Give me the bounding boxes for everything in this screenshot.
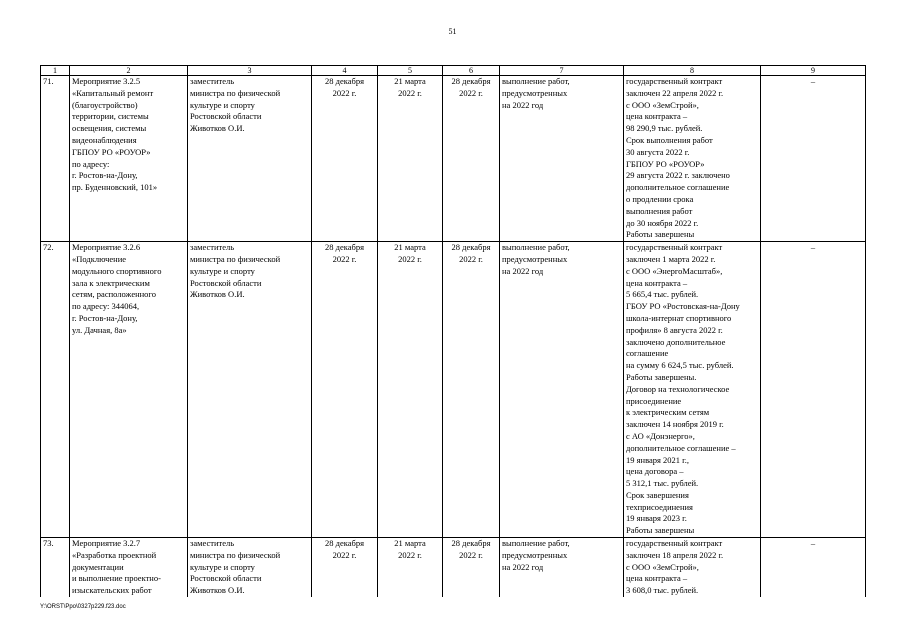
date-cell: 21 марта 2022 г. xyxy=(378,242,443,538)
column-header: 5 xyxy=(378,66,443,76)
status-info: государственный контракт заключен 1 марта 2022 г. с ООО «ЭнергоМасштаб», цена контракта – 5 665,4 тыс. рублей. ГБОУ РО «Ростовская-на-Дону школа-интернат спортивного профиля» 8 августа 2022 г. заключено дополнительное соглашение на сумму 6 624,5 тыс. рублей. Работы завершены. Договор на технологическое присоединение к электрическим сетям заключен 14 ноября 2019 г. с АО «Донэнерго», дополнительное соглашение – 19 января 2021 г., цена договора – 5 312,1 тыс. рублей. Срок завершения техприсоединения 19 января 2023 г. Работы завершены xyxy=(624,242,761,538)
date-cell: 21 марта 2022 г. xyxy=(378,538,443,597)
table-row xyxy=(41,242,866,538)
status-info: государственный контракт заключен 22 апреля 2022 г. с ООО «ЗемСтрой», цена контракта – 98 290,9 тыс. рублей. Срок выполнения работ 30 августа 2022 г. ГБПОУ РО «РОУОР» 29 августа 2022 г. заключено дополнительное соглашение о продлении срока выполнения работ до 30 ноября 2022 г. Работы завершены xyxy=(624,76,761,242)
row-number: 73. xyxy=(41,538,70,597)
column-header: 7 xyxy=(500,66,624,76)
date-cell: 28 декабря 2022 г. xyxy=(312,538,378,597)
table-row xyxy=(41,76,866,242)
column-header: 3 xyxy=(188,66,312,76)
responsible-person: заместитель министра по физической культуре и спорту Ростовской области Животков О.И. xyxy=(188,242,312,538)
row-number: 71. xyxy=(41,76,70,242)
event-description: Мероприятие 3.2.6 «Подключение модульного спортивного зала к электрическим сетям, расположенного по адресу: 344064, г. Ростов-на-Дону, ул. Дачная, 8а» xyxy=(70,242,188,538)
column-header: 1 xyxy=(41,66,70,76)
event-description: Мероприятие 3.2.7 «Разработка проектной документации и выполнение проектно- изыскательских работ xyxy=(70,538,188,597)
date-cell: 21 марта 2022 г. xyxy=(378,76,443,242)
date-cell: 28 декабря 2022 г. xyxy=(443,538,500,597)
table-header-row xyxy=(41,66,866,76)
column-header: 9 xyxy=(761,66,866,76)
event-description: Мероприятие 3.2.5 «Капитальный ремонт (благоустройство) территории, системы освещения, системы видеонаблюдения ГБПОУ РО «РОУОР» по адресу: г. Ростов-на-Дону, пр. Буденновский, 101» xyxy=(70,76,188,242)
status-info: государственный контракт заключен 18 апреля 2022 г. с ООО «ЗемСтрой», цена контракта – 3 608,0 тыс. рублей. xyxy=(624,538,761,597)
date-cell: 28 декабря 2022 г. xyxy=(443,76,500,242)
expected-result: выполнение работ, предусмотренных на 2022 год xyxy=(500,538,624,597)
responsible-person: заместитель министра по физической культуре и спорту Ростовской области Животков О.И. xyxy=(188,538,312,597)
page-number: 51 xyxy=(448,27,457,36)
date-cell: 28 декабря 2022 г. xyxy=(312,76,378,242)
report-table xyxy=(40,65,866,597)
row-number: 72. xyxy=(41,242,70,538)
column-header: 4 xyxy=(312,66,378,76)
column-header: 8 xyxy=(624,66,761,76)
note-cell: – xyxy=(761,242,866,538)
column-header: 6 xyxy=(443,66,500,76)
responsible-person: заместитель министра по физической культуре и спорту Ростовской области Животков О.И. xyxy=(188,76,312,242)
note-cell: – xyxy=(761,76,866,242)
date-cell: 28 декабря 2022 г. xyxy=(443,242,500,538)
footer-file-path: Y:\ORST\Ppo\0327p229.f23.doc xyxy=(40,604,126,610)
table-row xyxy=(41,538,866,597)
date-cell: 28 декабря 2022 г. xyxy=(312,242,378,538)
note-cell: – xyxy=(761,538,866,597)
expected-result: выполнение работ, предусмотренных на 2022 год xyxy=(500,242,624,538)
column-header: 2 xyxy=(70,66,188,76)
expected-result: выполнение работ, предусмотренных на 2022 год xyxy=(500,76,624,242)
